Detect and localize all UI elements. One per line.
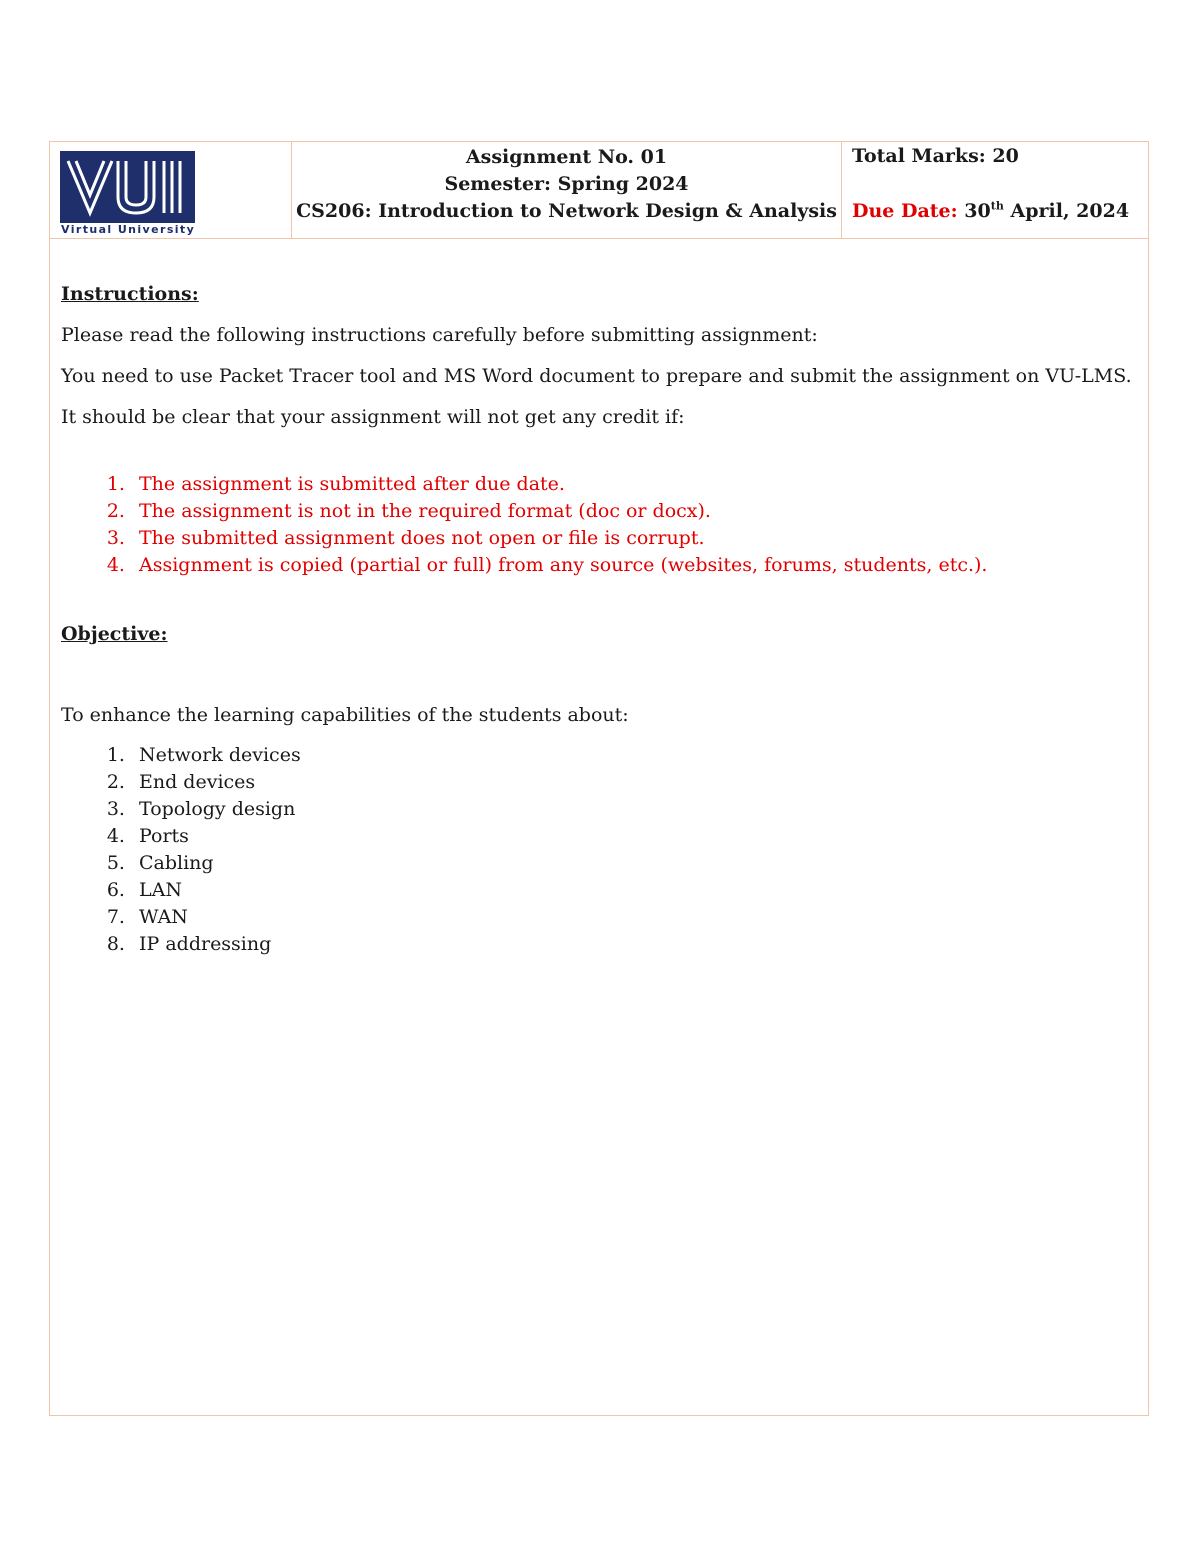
due-date-suffix: th — [990, 199, 1004, 213]
semester-label: Semester: Spring 2024 — [444, 173, 689, 195]
list-item: 3. Topology design — [131, 796, 1141, 823]
objective-intro: To enhance the learning capabilities of the students about: — [61, 704, 629, 726]
instructions-line-1: Please read the following instructions carefully before submitting assignment: — [61, 324, 818, 346]
objective-heading: Objective: — [61, 623, 168, 645]
logo-caption: Virtual University — [61, 223, 196, 236]
list-item: 7. WAN — [131, 904, 1141, 931]
logo-cell — [50, 142, 292, 238]
list-item: 2. The assignment is not in the required format (doc or docx). — [131, 498, 1141, 525]
list-item: 3. The submitted assignment does not open or file is corrupt. — [131, 525, 1141, 552]
list-item: 5. Cabling — [131, 850, 1141, 877]
marks-cell — [842, 142, 1148, 238]
due-date-label: Due Date: — [852, 200, 958, 222]
instructions-heading: Instructions: — [61, 283, 199, 305]
list-item: 4. Assignment is copied (partial or full) from any source (websites, forums, students, etc.). — [131, 552, 1141, 579]
due-date — [852, 200, 1129, 222]
list-item: 2. End devices — [131, 769, 1141, 796]
due-date-day: 30 — [964, 200, 991, 222]
vu-logo-icon — [60, 151, 195, 223]
due-date-rest: April, 2024 — [1010, 200, 1130, 222]
document-frame — [49, 141, 1149, 1416]
credit-conditions-list — [61, 471, 1141, 579]
list-item: 1. The assignment is submitted after due date. — [131, 471, 1141, 498]
instructions-line-2: You need to use Packet Tracer tool and MS Word document to prepare and submit the assignment on VU-LMS. — [61, 365, 1132, 387]
total-marks: Total Marks: 20 — [852, 145, 1019, 167]
list-item: 4. Ports — [131, 823, 1141, 850]
title-cell — [292, 142, 842, 238]
vu-logo — [60, 151, 195, 237]
course-title: CS206: Introduction to Network Design & Analysis — [296, 200, 837, 222]
list-item: 8. IP addressing — [131, 931, 1141, 958]
assignment-number: Assignment No. 01 — [465, 146, 668, 168]
document-body — [61, 281, 1141, 958]
instructions-line-3: It should be clear that your assignment will not get any credit if: — [61, 406, 685, 428]
list-item: 1. Network devices — [131, 742, 1141, 769]
header-table — [50, 142, 1148, 239]
objective-topics-list — [61, 742, 1141, 958]
list-item: 6. LAN — [131, 877, 1141, 904]
